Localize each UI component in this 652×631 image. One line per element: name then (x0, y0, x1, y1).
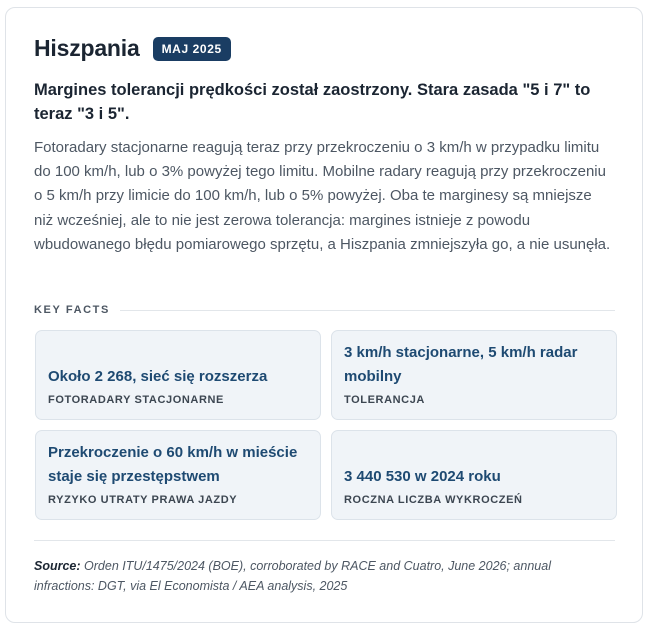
fact-value: 3 440 530 w 2024 roku (344, 468, 501, 485)
source-note (34, 556, 614, 596)
fact-label: TOLERANCJA (344, 394, 425, 406)
card-header (34, 35, 231, 62)
key-facts-divider (120, 310, 615, 311)
headline: Margines tolerancji prędkości został zaostrzony. Stara zasada "5 i 7" to teraz "3 i 5". (34, 81, 591, 123)
date-badge: MAJ 2025 (153, 37, 231, 61)
fact-label: ROCZNA LICZBA WYKROCZEŃ (344, 494, 523, 506)
fact-card-annual-offences (331, 430, 617, 520)
info-card (5, 7, 643, 623)
fact-card-license-risk (35, 430, 321, 520)
fact-label: RYZYKO UTRATY PRAWA JAZDY (48, 494, 238, 506)
fact-label: FOTORADARY STACJONARNE (48, 394, 224, 406)
key-facts-label: KEY FACTS (34, 304, 110, 316)
source-divider (34, 540, 615, 541)
body-paragraph: Fotoradary stacjonarne reagują teraz przy przekroczeniu o 3 km/h w przypadku limitu do 100 km/h, lub o 3% powyżej tego limitu. Mobilne radary reagują przy przekroczeniu o 5 km/h przy limicie do 100 km/h, lub o 5% powyżej. Oba te marginesy są mniejsze niż wcześniej, ale to nie jest zerowa tolerancja: margines istnieje z powodu wbudowanego błędu pomiarowego sprzętu, a Hiszpania zmniejszyła go, a nie usunęła. (34, 139, 611, 253)
source-text: Orden ITU/1475/2024 (BOE), corroborated by RACE and Cuatro, June 2026; annual infractions: DGT, via El Economista / AEA analysis, 2025 (34, 559, 551, 593)
fact-card-tolerance (331, 330, 617, 420)
fact-value: Przekroczenie o 60 km/h w mieście staje się przestępstwem (48, 444, 298, 485)
country-title: Hiszpania (34, 35, 140, 61)
source-key: Source: (34, 559, 81, 573)
fact-card-fixed-cameras (35, 330, 321, 420)
fact-value: 3 km/h stacjonarne, 5 km/h radar mobilny (344, 344, 578, 385)
fact-value: Około 2 268, sieć się rozszerza (48, 368, 268, 385)
